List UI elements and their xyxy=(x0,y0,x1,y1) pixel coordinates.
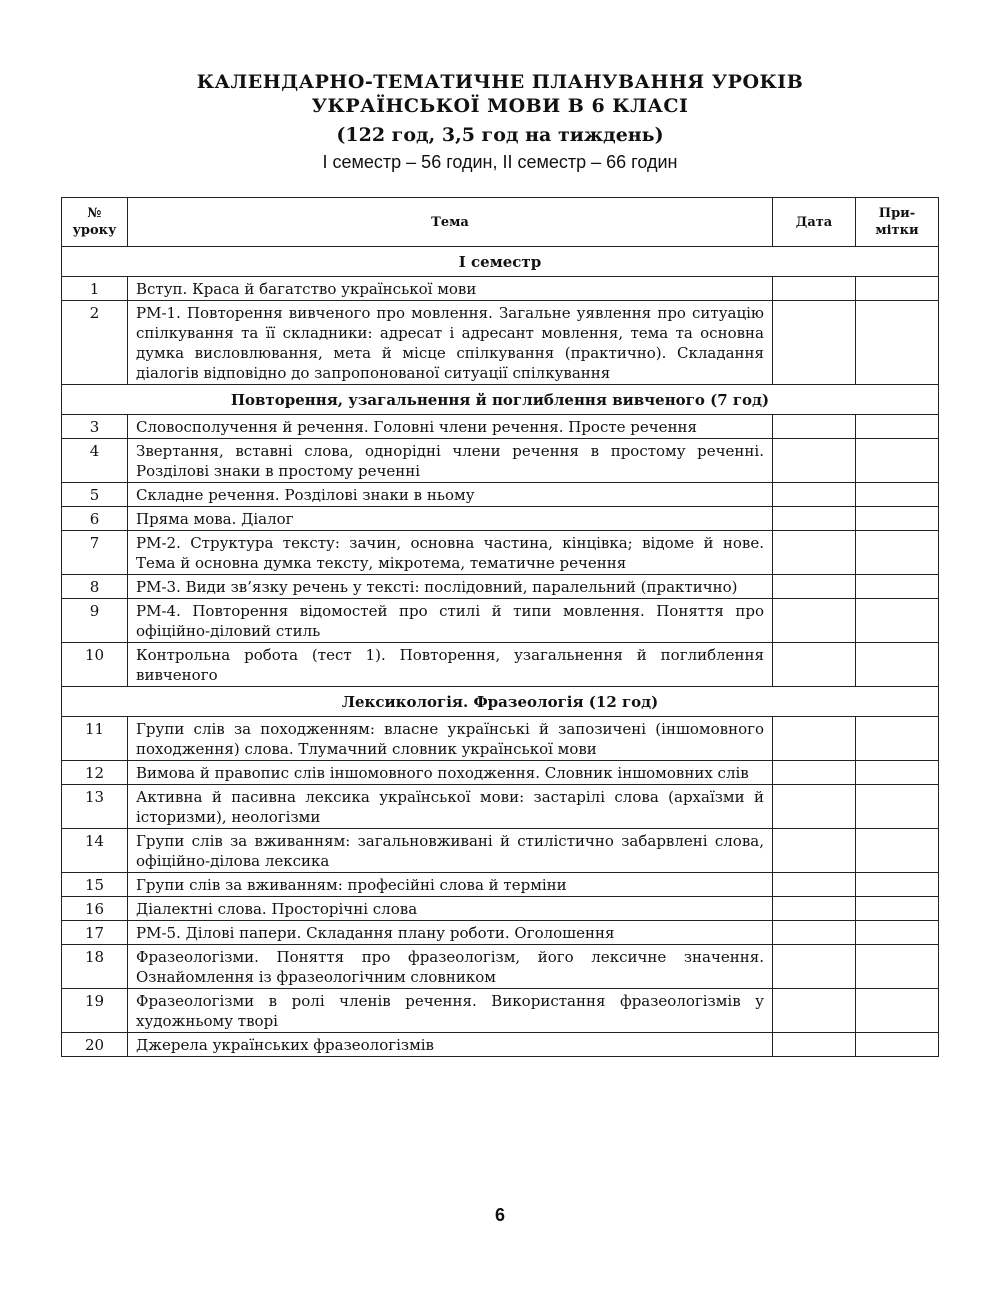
table-row xyxy=(62,301,939,385)
lesson-number-cell: 4 xyxy=(62,439,128,483)
lesson-date-cell xyxy=(773,575,856,599)
table-row xyxy=(62,439,939,483)
lesson-topic-cell: Вимова й правопис слів іншомовного походження. Словник іншомовних слів xyxy=(128,761,773,785)
lesson-number-cell: 10 xyxy=(62,643,128,687)
section-row xyxy=(62,247,939,277)
column-header-number-line2: уроку xyxy=(72,223,117,238)
lesson-topic-cell: РМ-4. Повторення відомостей про стилі й типи мовлення. Поняття про офіційно-діловий стиль xyxy=(128,599,773,643)
lesson-topic-cell: Словосполучення й речення. Головні члени речення. Просте речення xyxy=(128,415,773,439)
table-header-row xyxy=(62,198,939,247)
lesson-date-cell xyxy=(773,989,856,1033)
table-row xyxy=(62,277,939,301)
column-header-topic: Тема xyxy=(128,198,773,247)
lesson-number-cell: 3 xyxy=(62,415,128,439)
table-row xyxy=(62,531,939,575)
lesson-number-cell: 19 xyxy=(62,989,128,1033)
lesson-notes-cell xyxy=(856,1033,939,1057)
section-row xyxy=(62,385,939,415)
lesson-notes-cell xyxy=(856,717,939,761)
lesson-number-cell: 16 xyxy=(62,897,128,921)
lesson-date-cell xyxy=(773,507,856,531)
lesson-topic-cell: Пряма мова. Діалог xyxy=(128,507,773,531)
lesson-notes-cell xyxy=(856,989,939,1033)
lesson-date-cell xyxy=(773,717,856,761)
column-header-number-line1: № xyxy=(87,206,102,221)
lesson-number-cell: 13 xyxy=(62,785,128,829)
lesson-date-cell xyxy=(773,873,856,897)
lesson-notes-cell xyxy=(856,599,939,643)
table-row xyxy=(62,599,939,643)
lesson-date-cell xyxy=(773,829,856,873)
semesters-subtitle: І семестр – 56 годин, ІІ семестр – 66 годин xyxy=(322,152,678,172)
table-row xyxy=(62,785,939,829)
table-row xyxy=(62,415,939,439)
lesson-topic-cell: Групи слів за вживанням: загальновживані й стилістично забарвлені слова, офіційно-ділова лексика xyxy=(128,829,773,873)
lesson-date-cell xyxy=(773,301,856,385)
table-row xyxy=(62,643,939,687)
table-row xyxy=(62,1033,939,1057)
table-row xyxy=(62,761,939,785)
lesson-topic-cell: Фразеологізми. Поняття про фразеологізм, його лексичне значення. Ознайомлення із фразеологічним словником xyxy=(128,945,773,989)
column-header-number xyxy=(62,198,128,247)
table-body xyxy=(62,247,939,1057)
lesson-topic-cell: Контрольна робота (тест 1). Повторення, узагальнення й поглиблення вивченого xyxy=(128,643,773,687)
table-row xyxy=(62,873,939,897)
lesson-notes-cell xyxy=(856,945,939,989)
table-row xyxy=(62,829,939,873)
lesson-notes-cell xyxy=(856,483,939,507)
lesson-topic-cell: Групи слів за походженням: власне українські й запозичені (іншомовного походження) слова. Тлумачний словник української мови xyxy=(128,717,773,761)
table-row xyxy=(62,575,939,599)
lesson-topic-cell: Групи слів за вживанням: професійні слова й терміни xyxy=(128,873,773,897)
lesson-notes-cell xyxy=(856,785,939,829)
lesson-number-cell: 1 xyxy=(62,277,128,301)
lesson-number-cell: 2 xyxy=(62,301,128,385)
lesson-date-cell xyxy=(773,761,856,785)
lesson-notes-cell xyxy=(856,829,939,873)
lesson-topic-cell: Діалектні слова. Просторічні слова xyxy=(128,897,773,921)
table-row xyxy=(62,717,939,761)
lesson-notes-cell xyxy=(856,575,939,599)
lesson-number-cell: 18 xyxy=(62,945,128,989)
lesson-notes-cell xyxy=(856,507,939,531)
lesson-date-cell xyxy=(773,415,856,439)
lesson-notes-cell xyxy=(856,873,939,897)
table-row xyxy=(62,945,939,989)
lesson-number-cell: 9 xyxy=(62,599,128,643)
lesson-number-cell: 7 xyxy=(62,531,128,575)
lesson-date-cell xyxy=(773,921,856,945)
lesson-notes-cell xyxy=(856,277,939,301)
lesson-topic-cell: РМ-1. Повторення вивченого про мовлення. Загальне уявлення про ситуацію спілкування та її складники: адресат і адресант мовлення, тема та основна думка висловлювання, мета й місце спілкування (практично). Складання діалогів відповідно до запропонованої ситуації спілкування xyxy=(128,301,773,385)
lesson-topic-cell: Активна й пасивна лексика української мови: застарілі слова (архаїзми й історизми), неологізми xyxy=(128,785,773,829)
lesson-number-cell: 8 xyxy=(62,575,128,599)
lesson-number-cell: 6 xyxy=(62,507,128,531)
lesson-notes-cell xyxy=(856,439,939,483)
lesson-notes-cell xyxy=(856,415,939,439)
lesson-number-cell: 11 xyxy=(62,717,128,761)
table-row xyxy=(62,897,939,921)
lesson-date-cell xyxy=(773,599,856,643)
page-title-line2: УКРАЇНСЬКОЇ МОВИ В 6 КЛАСІ xyxy=(311,95,689,117)
lesson-plan-table xyxy=(61,197,939,1057)
lesson-number-cell: 5 xyxy=(62,483,128,507)
page-header xyxy=(0,70,1000,174)
lesson-notes-cell xyxy=(856,897,939,921)
lesson-date-cell xyxy=(773,897,856,921)
lesson-topic-cell: РМ-5. Ділові папери. Складання плану роботи. Оголошення xyxy=(128,921,773,945)
lesson-notes-cell xyxy=(856,531,939,575)
lesson-date-cell xyxy=(773,531,856,575)
section-title: Лексикологія. Фразеологія (12 год) xyxy=(62,687,939,717)
column-header-notes-line2: мітки xyxy=(875,223,919,238)
lesson-date-cell xyxy=(773,785,856,829)
page-title-line1: КАЛЕНДАРНО-ТЕМАТИЧНЕ ПЛАНУВАННЯ УРОКІВ xyxy=(196,71,804,93)
column-header-notes xyxy=(856,198,939,247)
lesson-topic-cell: РМ-2. Структура тексту: зачин, основна частина, кінцівка; відоме й нове. Тема й основна думка тексту, мікротема, тематичне речення xyxy=(128,531,773,575)
lesson-topic-cell: Вступ. Краса й багатство української мови xyxy=(128,277,773,301)
table-row xyxy=(62,483,939,507)
lesson-notes-cell xyxy=(856,643,939,687)
lesson-number-cell: 14 xyxy=(62,829,128,873)
hours-subtitle: (122 год, 3,5 год на тиждень) xyxy=(336,124,664,146)
lesson-topic-cell: Джерела українських фразеологізмів xyxy=(128,1033,773,1057)
section-title: І семестр xyxy=(62,247,939,277)
lesson-notes-cell xyxy=(856,921,939,945)
page-number: 6 xyxy=(494,1205,505,1225)
table-row xyxy=(62,989,939,1033)
table-row xyxy=(62,507,939,531)
lesson-date-cell xyxy=(773,439,856,483)
lesson-number-cell: 15 xyxy=(62,873,128,897)
column-header-date: Дата xyxy=(773,198,856,247)
lesson-date-cell xyxy=(773,643,856,687)
lesson-date-cell xyxy=(773,1033,856,1057)
lesson-number-cell: 20 xyxy=(62,1033,128,1057)
lesson-topic-cell: Фразеологізми в ролі членів речення. Використання фразеологізмів у художньому творі xyxy=(128,989,773,1033)
lesson-notes-cell xyxy=(856,301,939,385)
lesson-topic-cell: Звертання, вставні слова, однорідні члени речення в простому реченні. Розділові знаки в простому реченні xyxy=(128,439,773,483)
section-row xyxy=(62,687,939,717)
lesson-topic-cell: Складне речення. Розділові знаки в ньому xyxy=(128,483,773,507)
lesson-notes-cell xyxy=(856,761,939,785)
lesson-number-cell: 12 xyxy=(62,761,128,785)
section-title: Повторення, узагальнення й поглиблення вивченого (7 год) xyxy=(62,385,939,415)
lesson-date-cell xyxy=(773,483,856,507)
lesson-date-cell xyxy=(773,945,856,989)
lesson-topic-cell: РМ-3. Види зв’язку речень у тексті: послідовний, паралельний (практично) xyxy=(128,575,773,599)
table-row xyxy=(62,921,939,945)
lesson-number-cell: 17 xyxy=(62,921,128,945)
lesson-date-cell xyxy=(773,277,856,301)
column-header-notes-line1: При- xyxy=(878,206,916,221)
